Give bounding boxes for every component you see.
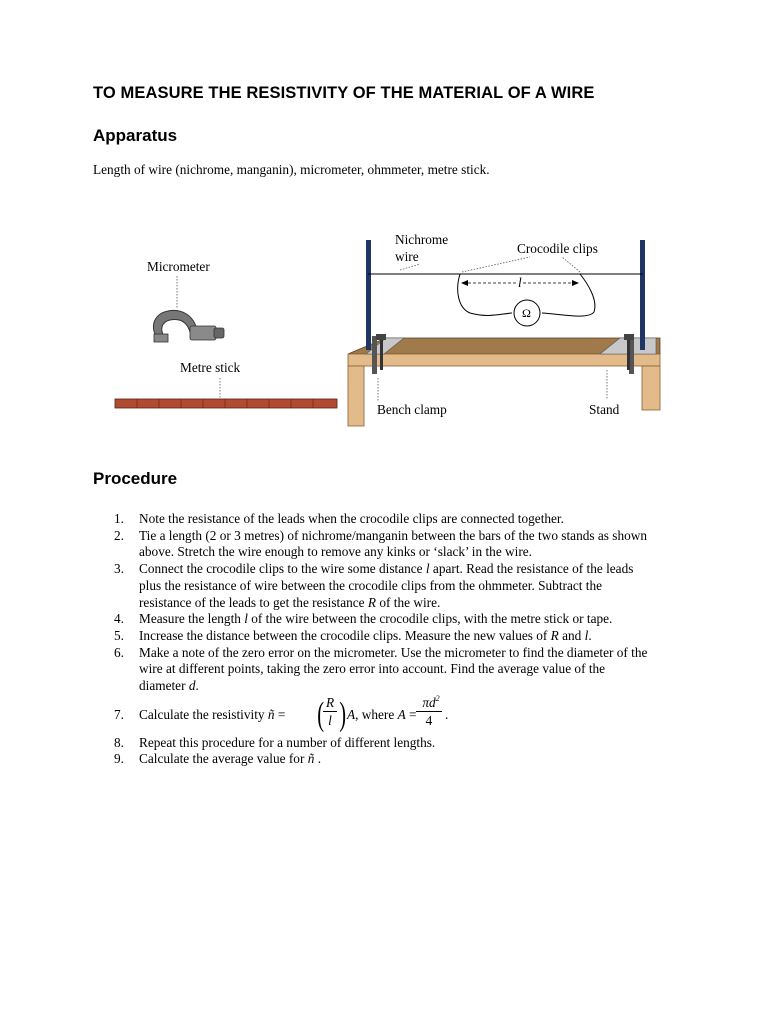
right-stand-pole bbox=[640, 240, 645, 350]
procedure-step: 8. Repeat this procedure for a number of different lengths. bbox=[114, 734, 436, 750]
procedure-step: 3. Connect the crocodile clips to the wire some distance l apart. Read the resistance of the leads plus the resistance of wire between the crocodile clips from the ohmmeter. Subtract the resistance of the leads to get the resistance R of the wire. bbox=[114, 561, 634, 610]
rho-symbol: ñ bbox=[267, 706, 275, 722]
procedure-step: 1. Note the resistance of the leads when the crocodile clips are connected together. bbox=[114, 511, 564, 526]
nichrome-label-line1: Nichrome bbox=[395, 232, 449, 247]
page-title: TO MEASURE THE RESISTIVITY OF THE MATERIAL OF A WIRE bbox=[93, 84, 595, 102]
apparatus-diagram bbox=[0, 0, 768, 460]
micrometer-icon bbox=[153, 310, 224, 342]
fraction-R-over-l: $\frac{R}{l}$ bbox=[323, 695, 337, 730]
bench-clamp-label: Bench clamp bbox=[377, 402, 447, 417]
fraction-pi-d2-over-4: πd 2 4 bbox=[416, 695, 442, 730]
ohm-symbol: Ω bbox=[522, 306, 531, 320]
apparatus-heading: Apparatus bbox=[93, 126, 178, 145]
procedure-steps bbox=[93, 511, 653, 768]
nichrome-label-line2: wire bbox=[395, 249, 419, 264]
metre-stick bbox=[115, 399, 337, 408]
procedure-step: 5. Increase the distance between the crocodile clips. Measure the new values of R and l. bbox=[114, 627, 592, 643]
apparatus-text: Length of wire (nichrome, manganin), micrometer, ohmmeter, metre stick. bbox=[93, 162, 490, 177]
metre-stick-label: Metre stick bbox=[180, 360, 241, 375]
procedure-step: 2. Tie a length (2 or 3 metres) of nichrome/manganin between the bars of the two stands as shown above. Stretch the wire enough to remove any kinks or ‘slack’ in the wire. bbox=[114, 527, 647, 560]
left-stand-pole bbox=[366, 240, 371, 350]
stand-label: Stand bbox=[589, 402, 620, 417]
length-symbol-label: l bbox=[518, 275, 522, 290]
crocodile-clips-label: Crocodile clips bbox=[517, 241, 598, 256]
procedure-step-formula: 7. Calculate the resistivity ñ = ( $\frac{R}{l}$ ) A, where A = πd 2 4 . bbox=[114, 693, 449, 733]
procedure-step: 9. Calculate the average value for ñ . bbox=[114, 751, 322, 767]
micrometer-label: Micrometer bbox=[147, 259, 210, 274]
procedure-heading: Procedure bbox=[93, 469, 178, 488]
procedure-step: 4. Measure the length l of the wire between the crocodile clips, with the metre stick or tape. bbox=[114, 611, 613, 627]
procedure-step: 6. Make a note of the zero error on the micrometer. Use the micrometer to find the diameter of the wire at different points, taking the zero error into account. Find the average value of the diameter d. bbox=[114, 644, 648, 694]
